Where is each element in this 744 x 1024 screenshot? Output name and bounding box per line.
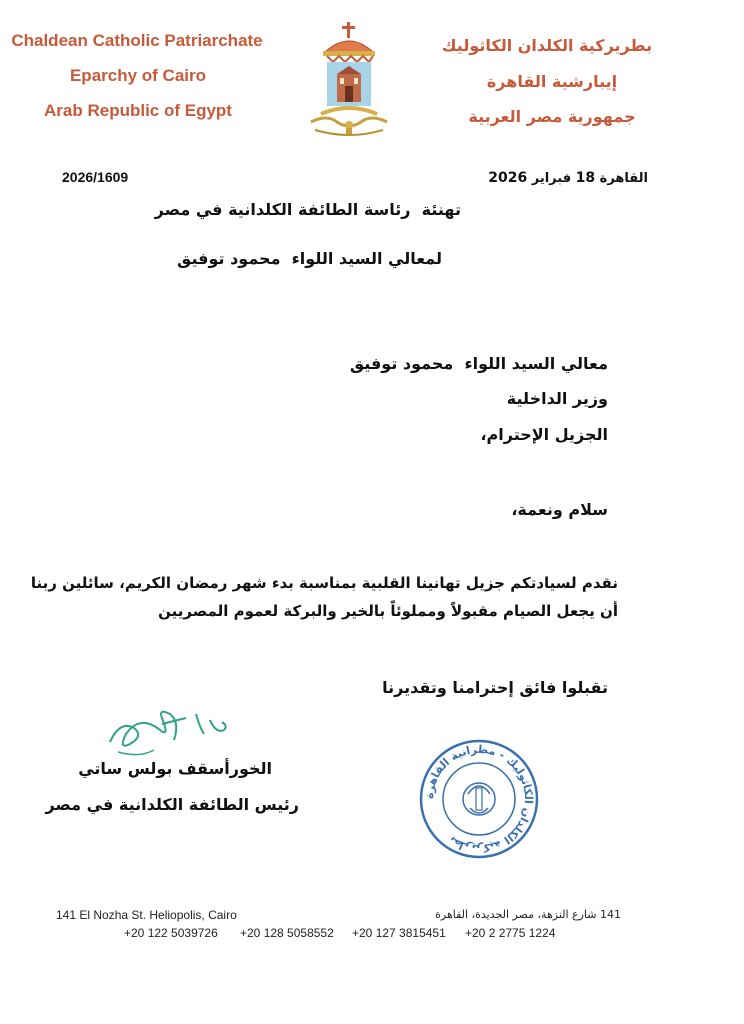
addressee-salutation: الجزيل الإحترام، xyxy=(480,425,608,444)
footer-address-ar: 141 شارع النزهة، مصر الجديدة، القاهرة xyxy=(435,908,621,921)
footer-phone-1: +20 122 5039726 xyxy=(124,926,218,940)
handwritten-signature-icon xyxy=(100,700,250,760)
closing: تقبلوا فائق إحترامنا وتقديرنا xyxy=(382,678,608,697)
church-emblem-icon xyxy=(307,22,391,140)
letterhead-english-line3: Arab Republic of Egypt xyxy=(44,101,232,120)
subject-line2: لمعالي السيد اللواء محمود توفيق xyxy=(177,249,442,268)
date-day: 18 xyxy=(575,170,596,186)
footer-phone-2: +20 128 5058552 xyxy=(240,926,334,940)
body-line2: أن يجعل الصيام مقبولاً ومملوئاً بالخير والبركة لعموم المصريين xyxy=(158,602,618,620)
body-line1: نقدم لسيادتكم جزيل تهانينا القلبية بمناسبة بدء شهر رمضان الكريم، سائلين ربنا xyxy=(30,574,618,592)
stamp-text: بطريركية الكلدان الكاثوليك - مطرانية القاهرة xyxy=(422,742,536,856)
signatory-title: رئيس الطائفة الكلدانية في مصر xyxy=(45,795,299,814)
addressee-name: معالي السيد اللواء محمود توفيق xyxy=(349,354,608,373)
footer-address-en: 141 El Nozha St. Heliopolis, Cairo xyxy=(56,908,237,922)
greeting: سلام ونعمة، xyxy=(511,500,608,519)
letterhead-arabic-line3: جمهورية مصر العربية xyxy=(468,107,636,126)
letterhead-arabic-line2: إيبارشية القاهرة xyxy=(486,72,618,91)
footer-phone-4: +20 2 2775 1224 xyxy=(465,926,556,940)
subject-line1: تهنئة رئاسة الطائفة الكلدانية في مصر xyxy=(154,200,461,219)
letterhead-english-line1: Chaldean Catholic Patriarchate xyxy=(11,31,263,50)
reference-number: 2026/1609 xyxy=(62,169,129,185)
signatory-name: الخورأسقف بولس ساتي xyxy=(78,759,272,778)
official-seal-icon xyxy=(418,738,540,860)
footer-phone-3: +20 127 3815451 xyxy=(352,926,446,940)
addressee-position: وزير الداخلية xyxy=(506,389,608,408)
letterhead-english-line2: Eparchy of Cairo xyxy=(69,66,207,85)
date-place: القاهرة xyxy=(599,171,648,186)
date-month: فبراير xyxy=(531,171,572,186)
date-year: 2026 xyxy=(488,170,528,186)
letterhead-arabic-line1: بطريركية الكلدان الكاثوليك xyxy=(441,36,653,55)
svg-text:بطريركية الكلدان الكاثوليك - م xyxy=(423,743,535,855)
letter-date xyxy=(488,170,648,186)
